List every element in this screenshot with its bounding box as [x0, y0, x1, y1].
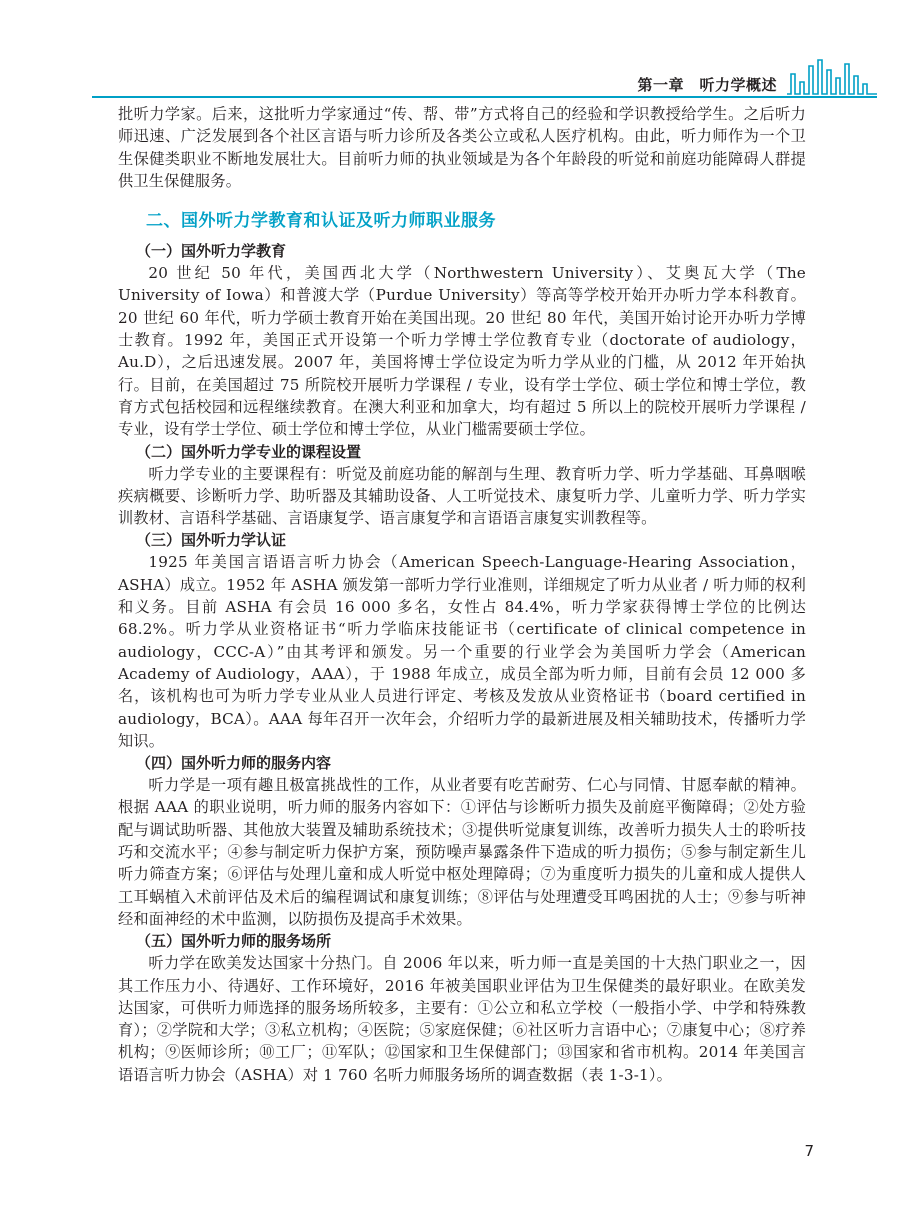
subsection-heading-workplaces: （五）国外听力师的服务场所 [136, 932, 332, 951]
subsection-heading-services: （四）国外听力师的服务内容 [136, 754, 332, 773]
subsection-heading-curriculum: （二）国外听力学专业的课程设置 [136, 442, 362, 461]
page-number: 7 [804, 1142, 814, 1160]
audio-waveform-icon [787, 58, 877, 98]
running-header [637, 58, 877, 98]
section-heading: 二、国外听力学教育和认证及听力师职业服务 [146, 211, 496, 232]
subsection-heading-certification: （三）国外听力学认证 [136, 531, 287, 550]
paragraph-workplaces: 听力学在欧美发达国家十分热门。自 2006 年以来，听力师一直是美国的十大热门职业之一，因其工作压力小、待遇好、工作环境好，2016 年被美国职业评估为卫生保健类的最好职业。在欧美发达国家，可供听力师选择的服务场所较多，主要有：①公立和私立学校（一般指小学、中学和特殊教育）；②学院和大学；③私立机构；④医院；⑤家庭保健；⑥社区听力言语中心；⑦康复中心；⑧疗养机构；⑨医师诊所；⑩工厂；⑪军队；⑫国家和卫生保健部门；⑬国家和省市机构。2014 年美国言语语言听力协会（ASHA）对 1 760 名听力师服务场所的调查数据（表 1-3-1）。 [118, 954, 806, 1084]
intro-paragraph: 批听力学家。后来，这批听力学家通过“传、帮、带”方式将自己的经验和学识教授给学生。之后听力师迅速、广泛发展到各个社区言语与听力诊所及各类公立或私人医疗机构。由此，听力师作为一个卫生保健类职业不断地发展壮大。目前听力师的执业领域是为各个年龄段的听觉和前庭功能障碍人群提供卫生保健服务。 [118, 105, 806, 190]
page-body [118, 103, 806, 1086]
paragraph-curriculum: 听力学专业的主要课程有：听觉及前庭功能的解剖与生理、教育听力学、听力学基础、耳鼻咽喉疾病概要、诊断听力学、助听器及其辅助设备、人工听觉技术、康复听力学、儿童听力学、听力学实训教材、言语科学基础、言语康复学、语言康复学和言语语言康复实训教程等。 [118, 464, 806, 528]
chapter-title: 第一章 听力学概述 [637, 76, 777, 94]
subsection-heading-education: （一）国外听力学教育 [136, 242, 287, 261]
paragraph-certification: 1925 年美国言语语言听力协会（American Speech-Language-Hearing Association，ASHA）成立。1952 年 ASHA 颁发第一部听力学行业准则，详细规定了听力从业者 / 听力师的权利和义务。目前 ASHA 有会员 16 000 多名，女性占 84.4%，听力学家获得博士学位的比例达 68.2%。听力学从业资格证书“听力学临床技能证书（certificate of clinical competence in audiology，CCC-A）”由其考评和颁发。另一个重要的行业学会为美国听力学会（American Academy of Audiology，AAA），于 1988 年成立，成员全部为听力师，目前有会员 12 000 多名，该机构也可为听力学专业从业人员进行评定、考核及发放从业资格证书（board certified in audiology，BCA）。AAA 每年召开一次年会，介绍听力学的最新进展及相关辅助技术，传播听力学知识。 [118, 553, 806, 750]
header-rule [92, 96, 877, 98]
paragraph-services: 听力学是一项有趣且极富挑战性的工作，从业者要有吃苦耐劳、仁心与同情、甘愿奉献的精神。根据 AAA 的职业说明，听力师的服务内容如下：①评估与诊断听力损失及前庭平衡障碍；②处方验配与调试助听器、其他放大装置及辅助系统技术；③提供听觉康复训练，改善听力损失人士的聆听技巧和交流水平；④参与制定听力保护方案，预防噪声暴露条件下造成的听力损伤；⑤参与制定新生儿听力筛查方案；⑥评估与处理儿童和成人听觉中枢处理障碍；⑦为重度听力损失的儿童和成人提供人工耳蜗植入术前评估及术后的编程调试和康复训练；⑧评估与处理遭受耳鸣困扰的人士；⑨参与听神经和面神经的术中监测，以防损伤及提高手术效果。 [118, 776, 806, 928]
paragraph-education: 20 世纪 50 年代，美国西北大学（Northwestern University）、艾奥瓦大学（The University of Iowa）和普渡大学（Purdue University）等高等学校开始开办听力学本科教育。20 世纪 60 年代，听力学硕士教育开始在美国出现。20 世纪 80 年代，美国开始讨论开办听力学博士教育。1992 年，美国正式开设第一个听力学博士学位教育专业（doctorate of audiology，Au.D），之后迅速发展。2007 年，美国将博士学位设定为听力学从业的门槛，从 2012 年开始执行。目前，在美国超过 75 所院校开展听力学课程 / 专业，设有学士学位、硕士学位和博士学位，教育方式包括校园和远程继续教育。在澳大利亚和加拿大，均有超过 5 所以上的院校开展听力学课程 / 专业，设有学士学位、硕士学位和博士学位，从业门槛需要硕士学位。 [118, 264, 806, 439]
